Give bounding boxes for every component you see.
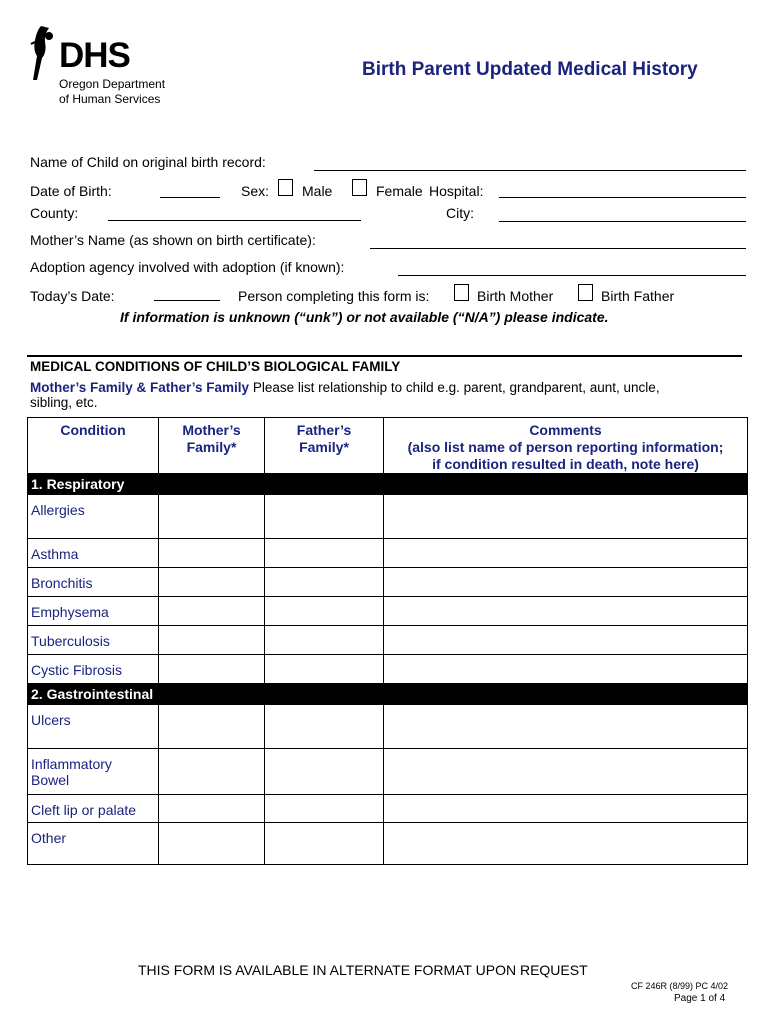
- mothers-family-cell[interactable]: [159, 749, 265, 795]
- logo-line1: Oregon Department: [59, 77, 166, 91]
- mothers-family-cell[interactable]: [159, 597, 265, 626]
- table-row: [28, 597, 748, 626]
- female-checkbox[interactable]: [352, 179, 367, 196]
- alternate-format-notice: THIS FORM IS AVAILABLE IN ALTERNATE FORMAT UPON REQUEST: [138, 962, 588, 978]
- child-name-label: Name of Child on original birth record:: [30, 154, 266, 170]
- dob-label: Date of Birth:: [30, 183, 112, 199]
- condition-cell: Allergies: [28, 495, 159, 539]
- fathers-family-header: Father’s Family*: [265, 418, 384, 474]
- comments-cell[interactable]: [384, 705, 748, 749]
- child-name-field[interactable]: [314, 170, 746, 171]
- condition-cell: Other: [28, 823, 159, 865]
- male-checkbox[interactable]: [278, 179, 293, 196]
- form-code: CF 246R (8/99) PC 4/02: [631, 981, 729, 991]
- mothers-family-cell[interactable]: [159, 823, 265, 865]
- comments-cell[interactable]: [384, 655, 748, 684]
- person-completing-label: Person completing this form is:: [238, 288, 430, 304]
- sex-label: Sex:: [241, 183, 270, 199]
- comments-cell[interactable]: [384, 597, 748, 626]
- category-row: [28, 474, 748, 495]
- comments-cell[interactable]: [384, 795, 748, 823]
- mothers-family-header: Mother’s Family*: [159, 418, 265, 474]
- mothers-family-cell[interactable]: [159, 795, 265, 823]
- fathers-family-cell[interactable]: [265, 568, 384, 597]
- table-header-row: [28, 418, 748, 474]
- birth-father-checkbox[interactable]: [578, 284, 593, 301]
- category-title: 1. Respiratory: [28, 474, 748, 495]
- table-row: [28, 495, 748, 539]
- condition-cell: Bronchitis: [28, 568, 159, 597]
- table-row: [28, 655, 748, 684]
- comments-cell[interactable]: [384, 568, 748, 597]
- fathers-family-cell[interactable]: [265, 705, 384, 749]
- human-figure-icon: [27, 22, 63, 82]
- dhs-logo: [27, 22, 177, 107]
- fathers-family-cell[interactable]: [265, 749, 384, 795]
- city-label: City:: [446, 205, 474, 221]
- agency-label: Adoption agency involved with adoption (if known):: [30, 259, 345, 275]
- table-row: [28, 749, 748, 795]
- page-title: Birth Parent Updated Medical History: [362, 59, 698, 80]
- birth-father-label: Birth Father: [601, 288, 675, 304]
- city-field[interactable]: [499, 221, 746, 222]
- section-intro-rest: Please list relationship to child e.g. parent, grandparent, aunt, uncle,: [249, 380, 660, 395]
- mothers-family-cell[interactable]: [159, 495, 265, 539]
- mothers-family-cell[interactable]: [159, 655, 265, 684]
- county-label: County:: [30, 205, 79, 221]
- birth-mother-checkbox[interactable]: [454, 284, 469, 301]
- condition-cell: Asthma: [28, 539, 159, 568]
- condition-cell: Ulcers: [28, 705, 159, 749]
- fathers-family-cell[interactable]: [265, 597, 384, 626]
- table-row: [28, 539, 748, 568]
- condition-header: Condition: [28, 418, 159, 474]
- todays-date-label: Today’s Date:: [30, 288, 115, 304]
- section-intro-line2: sibling, etc.: [30, 395, 98, 410]
- table-row: [28, 568, 748, 597]
- table-row: [28, 705, 748, 749]
- table-row: [28, 823, 748, 865]
- category-row: [28, 684, 748, 705]
- dob-field[interactable]: [160, 197, 220, 198]
- fathers-family-cell[interactable]: [265, 655, 384, 684]
- female-label: Female: [376, 183, 423, 199]
- condition-cell: Inflammatory Bowel: [28, 749, 159, 795]
- table-row: [28, 795, 748, 823]
- agency-field[interactable]: [398, 275, 746, 276]
- male-label: Male: [302, 183, 333, 199]
- mother-name-label: Mother’s Name (as shown on birth certificate):: [30, 232, 316, 248]
- section-intro-bold: Mother’s Family & Father’s Family: [30, 380, 250, 395]
- hospital-field[interactable]: [499, 197, 746, 198]
- logo-line2: of Human Services: [59, 92, 161, 106]
- comments-cell[interactable]: [384, 749, 748, 795]
- condition-cell: Cleft lip or palate: [28, 795, 159, 823]
- mother-name-field[interactable]: [370, 248, 746, 249]
- logo-acronym: DHS: [59, 36, 130, 75]
- fathers-family-cell[interactable]: [265, 495, 384, 539]
- fathers-family-cell[interactable]: [265, 626, 384, 655]
- unknown-info-note: If information is unknown (“unk”) or not available (“N/A”) please indicate.: [120, 309, 609, 325]
- fathers-family-cell[interactable]: [265, 795, 384, 823]
- page-number: Page 1 of 4: [674, 993, 726, 1004]
- fathers-family-cell[interactable]: [265, 823, 384, 865]
- category-title: 2. Gastrointestinal: [28, 684, 748, 705]
- comments-header: Comments (also list name of person reporting information; if condition resulted in death, note here): [384, 418, 748, 474]
- condition-cell: Tuberculosis: [28, 626, 159, 655]
- comments-cell[interactable]: [384, 539, 748, 568]
- comments-cell[interactable]: [384, 495, 748, 539]
- comments-cell[interactable]: [384, 823, 748, 865]
- table-row: [28, 626, 748, 655]
- condition-cell: Emphysema: [28, 597, 159, 626]
- fathers-family-cell[interactable]: [265, 539, 384, 568]
- section-intro: [30, 380, 750, 410]
- mothers-family-cell[interactable]: [159, 539, 265, 568]
- mothers-family-cell[interactable]: [159, 626, 265, 655]
- birth-mother-label: Birth Mother: [477, 288, 554, 304]
- county-field[interactable]: [108, 220, 361, 221]
- hospital-label: Hospital:: [429, 183, 484, 199]
- comments-cell[interactable]: [384, 626, 748, 655]
- medical-conditions-table: [27, 417, 748, 865]
- todays-date-field[interactable]: [154, 300, 220, 301]
- section-title: MEDICAL CONDITIONS OF CHILD’S BIOLOGICAL FAMILY: [27, 355, 742, 373]
- mothers-family-cell[interactable]: [159, 568, 265, 597]
- mothers-family-cell[interactable]: [159, 705, 265, 749]
- condition-cell: Cystic Fibrosis: [28, 655, 159, 684]
